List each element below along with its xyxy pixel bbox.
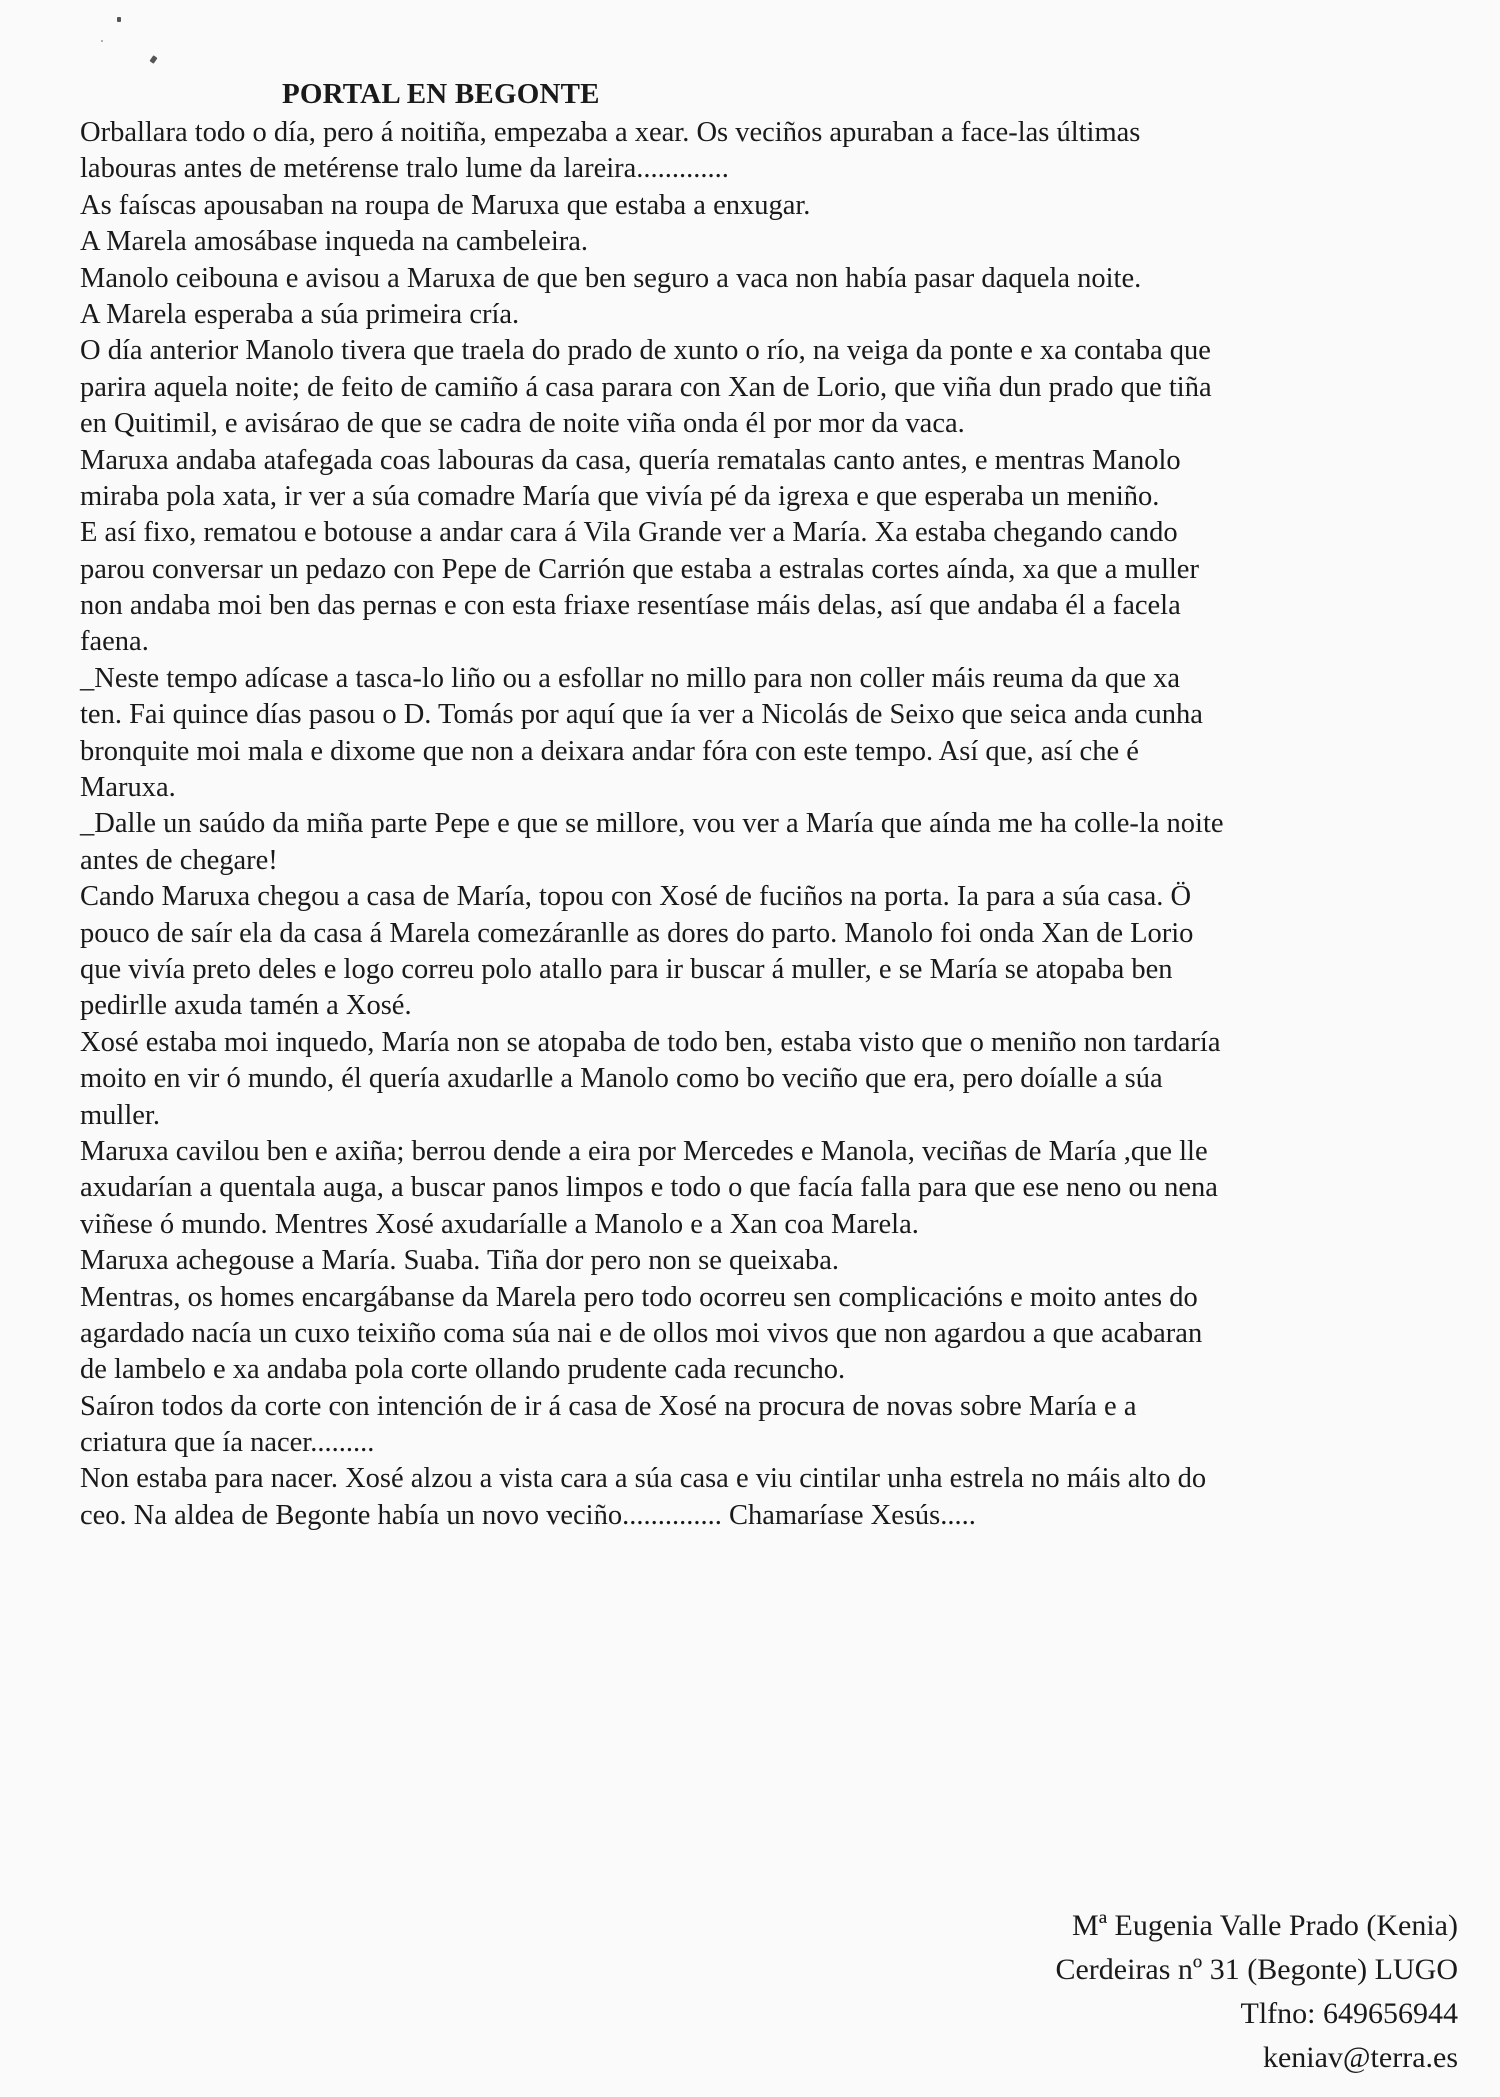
- author-name: Mª Eugenia Valle Prado (Kenia): [1072, 1909, 1458, 1942]
- scan-speck: [101, 40, 103, 42]
- text-line: criatura que ía nacer.........: [80, 1427, 375, 1459]
- author-phone: Tlfno: 649656944: [1240, 1997, 1458, 2030]
- scan-speck: [117, 17, 121, 22]
- text-line: _Dalle un saúdo da miña parte Pepe e que se millore, vou ver a María que aínda me ha colle-la noite: [80, 808, 1224, 840]
- text-line: parira aquela noite; de feito de camiño á casa parara con Xan de Lorio, que viña dun prado que tiña: [80, 371, 1212, 403]
- text-line: O día anterior Manolo tivera que traela do prado de xunto o río, na veiga da ponte e xa contaba que: [80, 335, 1211, 367]
- text-line: As faíscas apousaban na roupa de Maruxa que estaba a enxugar.: [80, 189, 811, 221]
- text-line: bronquite moi mala e dixome que non a deixara andar fóra con este tempo. Así que, así che é: [80, 735, 1139, 767]
- text-line: moito en vir ó mundo, él quería axudarlle a Manolo como bo veciño que era, pero doíalle a súa: [80, 1063, 1163, 1095]
- text-line: Xosé estaba moi inquedo, María non se atopaba de todo ben, estaba visto que o meniño non tardaría: [80, 1026, 1221, 1058]
- text-line: Orballara todo o día, pero á noitiña, empezaba a xear. Os veciños apuraban a face-las últimas: [80, 117, 1141, 148]
- text-line: Maruxa.: [80, 772, 176, 804]
- text-line: Saíron todos da corte con intención de ir á casa de Xosé na procura de novas sobre María e a: [80, 1390, 1137, 1422]
- text-line: agardado nacía un cuxo teixiño coma súa nai e de ollos moi vivos que non agardou a que acabaran: [80, 1317, 1203, 1349]
- author-signature-block: [1055, 1904, 1458, 2080]
- text-line: miraba pola xata, ir ver a súa comadre María que vivía pé da igrexa e que esperaba un meniño.: [80, 480, 1160, 512]
- text-line: faena.: [80, 626, 149, 658]
- text-line: viñese ó mundo. Mentres Xosé axudaríalle a Manolo e a Xan coa Marela.: [80, 1208, 919, 1240]
- text-line: Maruxa achegouse a María. Suaba. Tiña dor pero non se queixaba.: [80, 1245, 839, 1277]
- text-line: Mentras, os homes encargábanse da Marela pero todo ocorreu sen complicacións e moito antes do: [80, 1281, 1198, 1313]
- text-line: en Quitimil, e avisárao de que se cadra de noite viña onda él por mor da vaca.: [80, 408, 965, 440]
- story-body: [80, 115, 1420, 1534]
- text-line: Maruxa andaba atafegada coas labouras da casa, quería rematalas canto antes, e mentras Manolo: [80, 444, 1181, 476]
- text-line: E así fixo, rematou e botouse a andar cara á Vila Grande ver a María. Xa estaba chegando cando: [80, 517, 1178, 549]
- text-line: ceo. Na aldea de Begonte había un novo veciño.............. Chamaríase Xesús.....: [80, 1499, 976, 1531]
- text-line: labouras antes de metérense tralo lume da lareira.............: [80, 153, 729, 185]
- text-line: parou conversar un pedazo con Pepe de Carrión que estaba a estralas cortes aínda, xa que a muller: [80, 553, 1199, 585]
- author-address: Cerdeiras nº 31 (Begonte) LUGO: [1055, 1953, 1458, 1986]
- author-email: keniav@terra.es: [1262, 2041, 1458, 2074]
- text-line: A Marela amosábase inqueda na cambeleira.: [80, 226, 589, 258]
- text-line: non andaba moi ben das pernas e con esta friaxe resentíase máis delas, así que andaba él a facela: [80, 590, 1181, 622]
- text-line: _Neste tempo adícase a tasca-lo liño ou a esfollar no millo para non coller máis reuma da que xa: [80, 662, 1181, 694]
- scan-speck: [149, 55, 157, 64]
- document-title: PORTAL EN BEGONTE: [282, 78, 600, 110]
- text-line: A Marela esperaba a súa primeira cría.: [80, 298, 520, 330]
- text-line: antes de chegare!: [80, 844, 278, 876]
- text-line: axudarían a quentala auga, a buscar panos limpos e todo o que facía falla para que ese neno ou nena: [80, 1172, 1218, 1204]
- text-line: Cando Maruxa chegou a casa de María, topou con Xosé de fuciños na porta. Ia para a súa casa. Ö: [80, 881, 1192, 913]
- text-line: ten. Fai quince días pasou o D. Tomás por aquí que ía ver a Nicolás de Seixo que seica anda cunha: [80, 699, 1203, 731]
- text-line: Non estaba para nacer. Xosé alzou a vista cara a súa casa e viu cintilar unha estrela no máis alto do: [80, 1463, 1207, 1495]
- text-line: Manolo ceibouna e avisou a Maruxa de que ben seguro a vaca non había pasar daquela noite.: [80, 262, 1142, 294]
- text-line: que vivía preto deles e logo correu polo atallo para ir buscar á muller, e se María se atopaba ben: [80, 953, 1173, 985]
- text-line: Maruxa cavilou ben e axiña; berrou dende a eira por Mercedes e Manola, veciñas de María ,que lle: [80, 1135, 1208, 1167]
- text-line: muller.: [80, 1099, 160, 1131]
- text-line: pedirlle axuda tamén a Xosé.: [80, 990, 412, 1022]
- text-line: pouco de saír ela da casa á Marela comezáranlle as dores do parto. Manolo foi onda Xan de Lorio: [80, 917, 1194, 949]
- text-line: de lambelo e xa andaba pola corte ollando prudente cada recuncho.: [80, 1354, 846, 1386]
